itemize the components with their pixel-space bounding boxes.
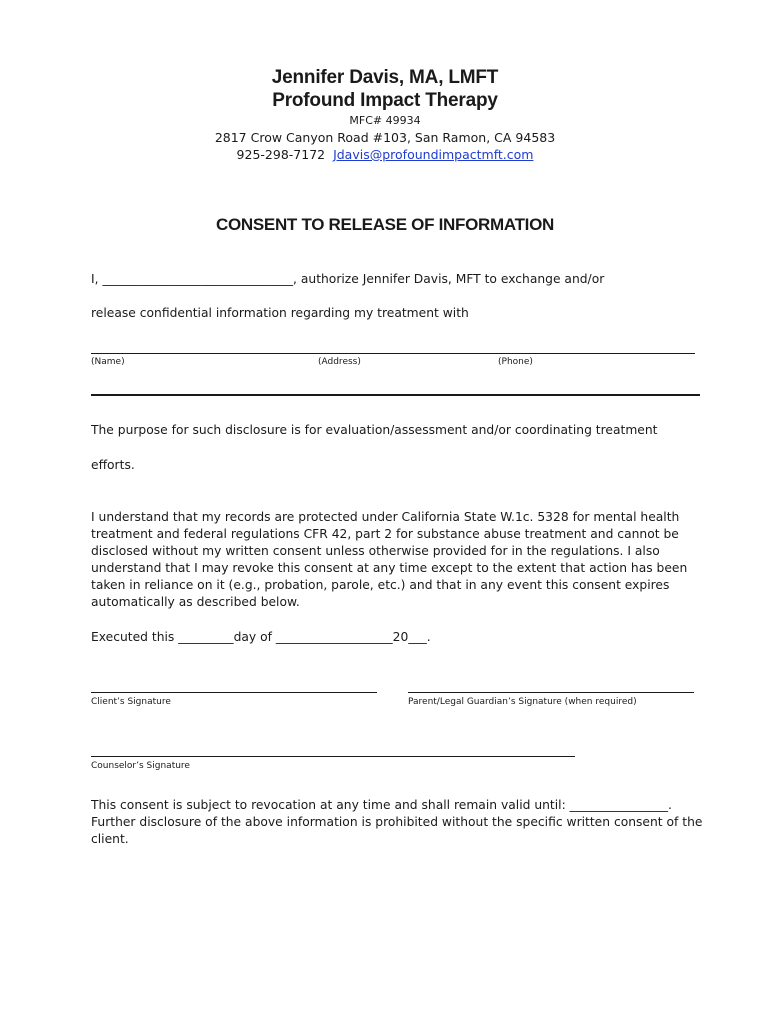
practice-name: Profound Impact Therapy: [272, 90, 498, 111]
license-number: MFC# 49934: [349, 114, 421, 127]
phone-number: 925-298-7172: [236, 147, 326, 162]
understanding-line: taken in reliance on it (e.g., probation, parole, etc.) and that in any event this consent expires: [91, 578, 670, 592]
executed-date-line[interactable]: Executed this _________day of ___________________20___.: [91, 630, 431, 644]
recipient-blank-line[interactable]: [91, 353, 695, 354]
client-signature-line[interactable]: [91, 692, 377, 693]
recipient-name-label: (Name): [91, 357, 125, 367]
revocation-paragraph: [91, 797, 702, 848]
section-divider: [91, 394, 700, 396]
recipient-phone-label: (Phone): [498, 357, 533, 367]
understanding-line: automatically as described below.: [91, 595, 300, 609]
revocation-line: Further disclosure of the above information is prohibited without the specific written consent of the: [91, 815, 703, 829]
practice-address: 2817 Crow Canyon Road #103, San Ramon, CA 94583: [214, 130, 556, 145]
understanding-line: disclosed without my written consent unless otherwise provided for in the regulations. I also: [91, 544, 660, 558]
guardian-signature-line[interactable]: [408, 692, 694, 693]
email-link[interactable]: Jdavis@profoundimpactmft.com: [333, 147, 534, 162]
understanding-paragraph: [91, 509, 687, 611]
provider-name: Jennifer Davis, MA, LMFT: [271, 67, 499, 88]
document-title: CONSENT TO RELEASE OF INFORMATION: [216, 215, 554, 234]
understanding-line: treatment and federal regulations CFR 42, part 2 for substance abuse treatment and cannot be: [91, 527, 679, 541]
purpose-line-1: The purpose for such disclosure is for evaluation/assessment and/or coordinating treatment: [91, 423, 658, 437]
authorize-line-2: release confidential information regarding my treatment with: [91, 306, 469, 320]
guardian-signature-label: Parent/Legal Guardian’s Signature (when required): [408, 697, 637, 707]
revocation-line: This consent is subject to revocation at any time and shall remain valid until: ________________.: [91, 798, 672, 812]
client-signature-label: Client’s Signature: [91, 697, 171, 707]
counselor-signature-line[interactable]: [91, 756, 575, 757]
understanding-line: I understand that my records are protected under California State W.1c. 5328 for mental health: [91, 510, 680, 524]
purpose-line-2: efforts.: [91, 458, 135, 472]
recipient-address-label: (Address): [318, 357, 361, 367]
understanding-line: understand that I may revoke this consent at any time except to the extent that action has been: [91, 561, 688, 575]
revocation-line: client.: [91, 832, 129, 846]
contact-line: [0, 147, 770, 162]
counselor-signature-label: Counselor’s Signature: [91, 761, 190, 771]
authorize-line-1: I, _______________________________, authorize Jennifer Davis, MFT to exchange and/or: [91, 272, 605, 286]
